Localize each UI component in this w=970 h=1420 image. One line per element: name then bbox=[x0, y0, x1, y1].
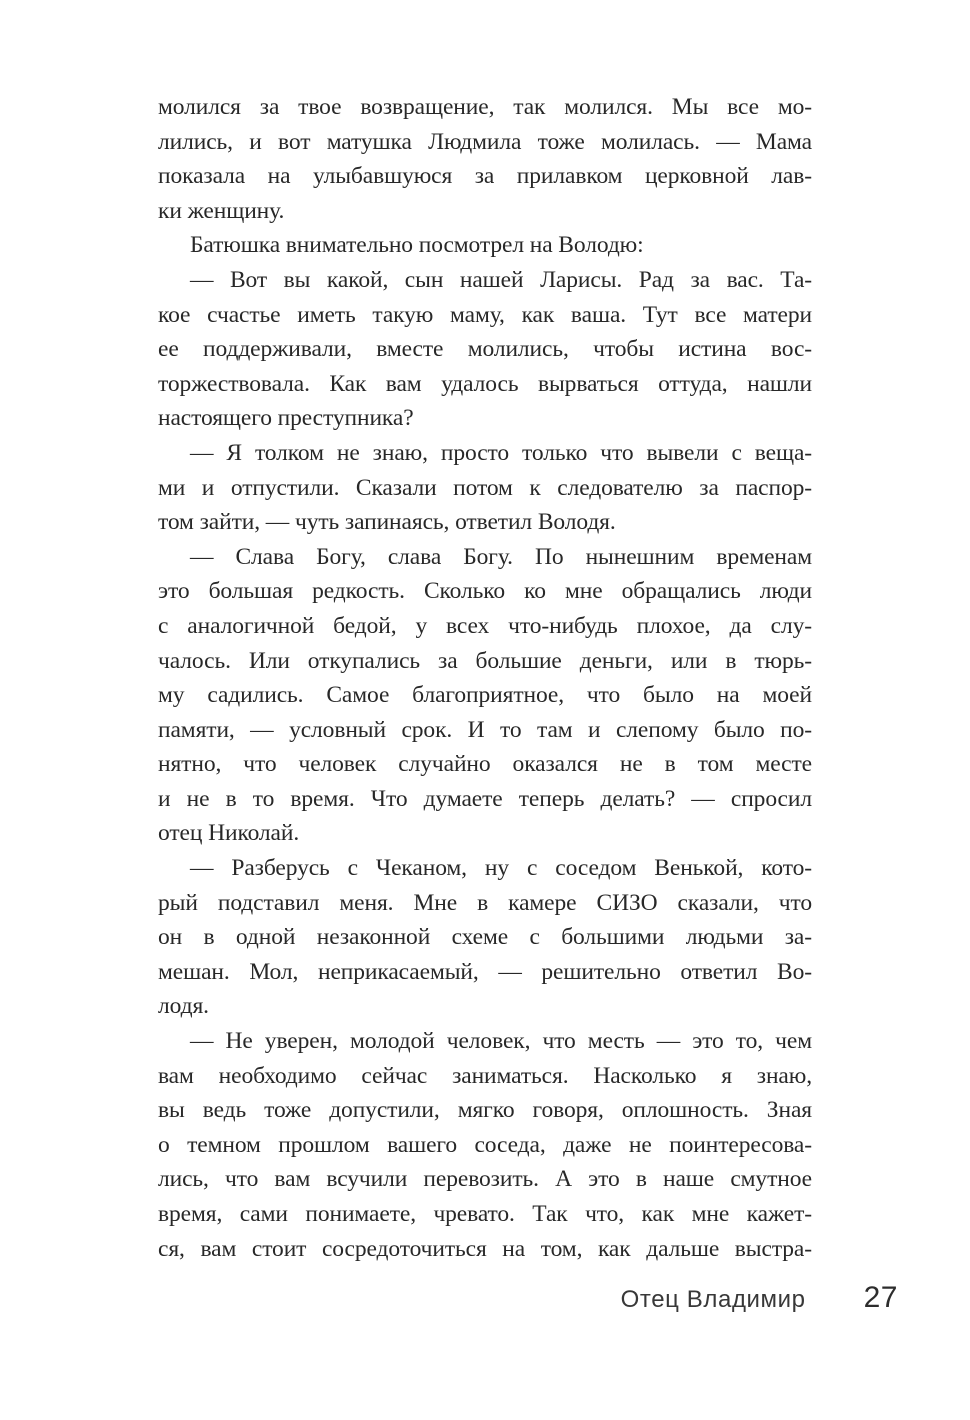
text-line: чалось. Или откупались за большие деньги, или в тюрь- bbox=[158, 647, 812, 674]
text-line: ми и отпустили. Сказали потом к следователю за паспор- bbox=[158, 474, 812, 501]
text-line: нятно, что человек случайно оказался не в том месте bbox=[158, 751, 812, 778]
text-line: лодя. bbox=[158, 993, 209, 1020]
running-title: Отец Владимир bbox=[620, 1286, 806, 1313]
text-line: кое счастье иметь такую маму, как ваша. Тут все матери bbox=[158, 301, 812, 328]
text-line: отец Николай. bbox=[158, 820, 300, 847]
text-line: он в одной незаконной схеме с большими людьми за- bbox=[158, 924, 812, 951]
text-line: — Разберусь с Чеканом, ну с соседом Венькой, кото- bbox=[190, 855, 812, 882]
text-line: памяти, — условный срок. И то там и слепому было по- bbox=[158, 716, 812, 743]
text-line: вы ведь тоже допустили, мягко говоря, оплошность. Зная bbox=[158, 1097, 812, 1124]
text-line: показала на улыбавшуюся за прилавком церковной лав- bbox=[158, 163, 812, 190]
text-line: рый подставил меня. Мне в камере СИЗО сказали, что bbox=[158, 889, 812, 916]
text-line: вам необходимо сейчас заниматься. Насколько я знаю, bbox=[158, 1062, 812, 1089]
text-line: ее поддерживали, вместе молились, чтобы истина вос- bbox=[158, 336, 812, 363]
text-line: — Не уверен, молодой человек, что месть — это то, чем bbox=[190, 1028, 812, 1055]
text-line: — Я толком не знаю, просто только что вывели с веща- bbox=[190, 439, 812, 466]
text-line: лись, что вам всучили перевозить. А это в наше смутное bbox=[158, 1166, 812, 1193]
page-number: 27 bbox=[863, 1281, 898, 1314]
text-line: — Вот вы какой, сын нашей Ларисы. Рад за вас. Та- bbox=[190, 266, 812, 293]
text-line: о темном прошлом вашего соседа, даже не поинтересова- bbox=[158, 1131, 812, 1158]
text-line: и не в то время. Что думаете теперь делать? — спросил bbox=[158, 785, 812, 812]
text-line: му садились. Самое благоприятное, что было на моей bbox=[158, 682, 812, 709]
text-line: Батюшка внимательно посмотрел на Володю: bbox=[190, 232, 644, 259]
text-line: лились, и вот матушка Людмила тоже молилась. — Мама bbox=[158, 128, 812, 155]
text-line: том зайти, — чуть запинаясь, ответил Володя. bbox=[158, 509, 616, 536]
text-line: время, сами понимаете, чревато. Так что, как мне кажет- bbox=[158, 1201, 812, 1227]
text-line: настоящего преступника? bbox=[158, 405, 414, 432]
text-line: мешан. Мол, неприкасаемый, — решительно ответил Во- bbox=[158, 958, 812, 985]
text-line: это большая редкость. Сколько ко мне обращались люди bbox=[158, 578, 812, 605]
text-line: ки женщину. bbox=[158, 197, 285, 224]
text-line: ся, вам стоит сосредоточиться на том, как дальше выстра- bbox=[158, 1235, 812, 1262]
text-line: молился за твое возвращение, так молился. Мы все мо- bbox=[158, 94, 812, 120]
text-line: с аналогичной бедой, у всех что-нибудь плохое, да слу- bbox=[158, 612, 812, 639]
text-line: — Слава Богу, слава Богу. По нынешним временам bbox=[190, 543, 812, 570]
body-text bbox=[158, 90, 812, 1266]
text-line: торжествовала. Как вам удалось вырваться оттуда, нашли bbox=[158, 370, 812, 397]
page-footer bbox=[158, 1281, 898, 1315]
